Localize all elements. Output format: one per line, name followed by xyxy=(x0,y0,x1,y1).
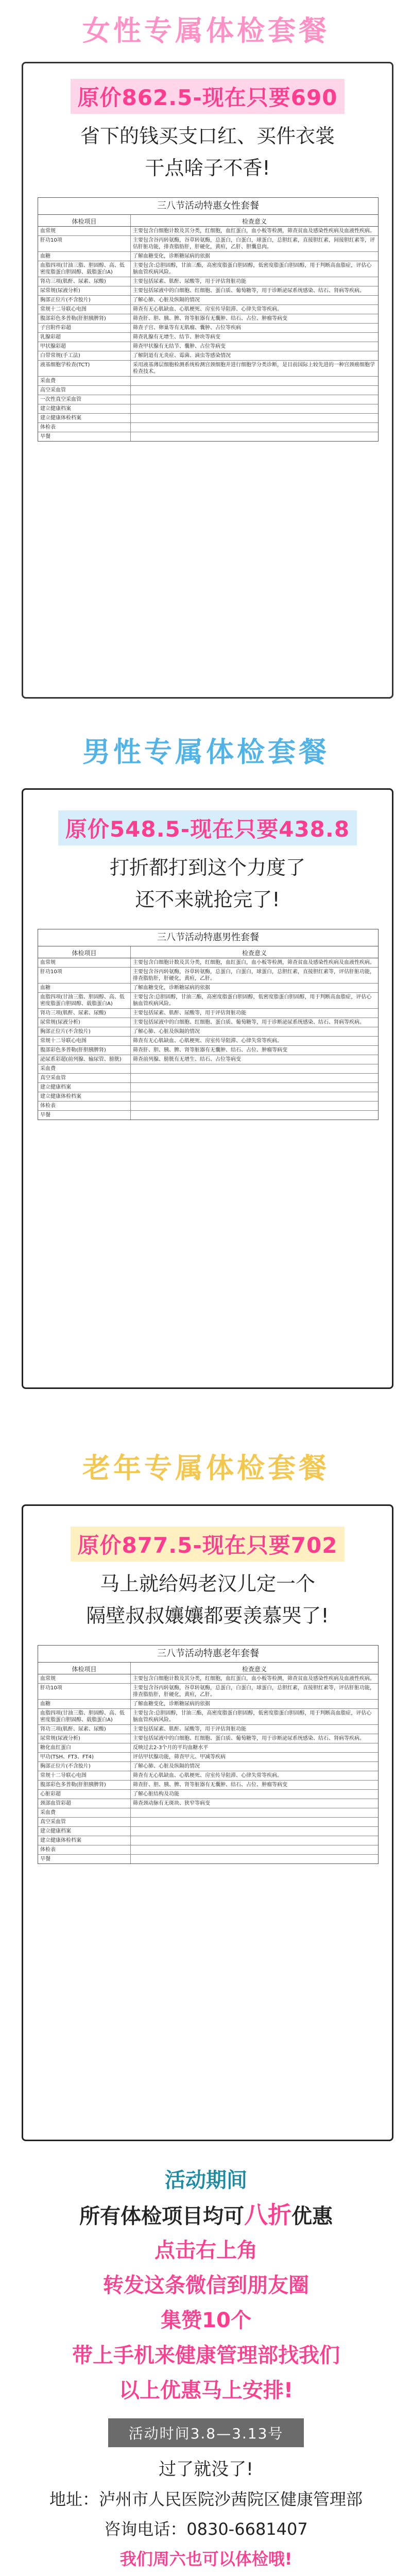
table-row xyxy=(38,342,378,351)
row-meaning: 主要包括尿素、肌酐、尿酸等，用于评估肾脏功能 xyxy=(133,1726,246,1732)
senior-table-title: 三八节活动特惠老年套餐 xyxy=(38,1646,378,1663)
row-item: 一次性真空采血管 xyxy=(38,395,131,404)
row-meaning xyxy=(131,404,378,413)
row-item: 胸部正位片(不含胶片) xyxy=(38,1762,131,1771)
row-item: 颈部血管彩超 xyxy=(38,1799,131,1808)
row-meaning: 筛查前列腺、膀胱有无增生、结石、占位等病变 xyxy=(133,1057,241,1062)
row-meaning: 主要包括尿素、肌酐、尿酸等，用于评估肾脏功能 xyxy=(133,1010,246,1016)
male-slogan-line-1: 打折都打到这个力度了 xyxy=(109,856,305,879)
senior-slogan xyxy=(23,1568,392,1632)
male-table-title: 三八节活动特惠男性套餐 xyxy=(38,929,378,946)
female-price-text: 原价862.5-现在只要690 xyxy=(71,79,345,114)
table-row xyxy=(38,1700,378,1709)
row-item: 肾功三项(肌酐、尿素、尿酸) xyxy=(38,1725,131,1734)
female-table xyxy=(38,197,379,442)
row-meaning: 评估甲状腺功能，筛查甲亢、甲减等疾病 xyxy=(133,1754,226,1760)
table-row xyxy=(38,1845,378,1855)
row-meaning xyxy=(131,1111,378,1120)
table-row xyxy=(38,1753,378,1762)
row-meaning: 主要包括尿液中的白细胞、红细胞、蛋白质、葡萄糖等，用于诊断泌尿系统感染、结石、肾病等疾病。 xyxy=(133,1020,365,1025)
table-row xyxy=(38,227,378,236)
promo-time-wrap xyxy=(0,2418,412,2454)
row-item: 建立健康体检档案 xyxy=(38,1092,131,1101)
male-slogan xyxy=(23,852,392,916)
table-row xyxy=(38,395,378,404)
table-row xyxy=(38,423,378,432)
row-meaning: 主要包括尿液中的白细胞、红细胞、蛋白质、葡萄糖等，用于诊断泌尿系统感染、结石、肾病等疾病。 xyxy=(133,288,365,294)
row-meaning xyxy=(131,1074,378,1082)
row-meaning: 采用液基薄层细胞检测系统检测宫颈细胞并进行细胞学分类诊断，是目前国际上较先进的一种宫颈癌细胞学检查技术。 xyxy=(133,362,375,375)
row-item: 早餐 xyxy=(38,1855,131,1863)
table-row xyxy=(38,968,378,984)
row-item: 血糖 xyxy=(38,984,131,992)
female-slogan-line-1: 省下的钱买支口红、买件衣裳 xyxy=(80,125,335,147)
table-row xyxy=(38,1674,378,1684)
row-item: 真空采血管 xyxy=(38,1074,131,1082)
table-row xyxy=(38,305,378,314)
table-row xyxy=(38,1027,378,1037)
row-item: 采血费 xyxy=(38,1808,131,1817)
female-col-item: 体检项目 xyxy=(38,215,131,226)
senior-price-text: 原价877.5-现在只要702 xyxy=(71,1527,345,1562)
table-row xyxy=(38,1781,378,1790)
promo-section xyxy=(0,2164,412,2574)
row-item: 糖化血红蛋白 xyxy=(38,1743,131,1752)
row-item: 尿常规(尿液分析) xyxy=(38,1018,131,1027)
senior-slogan-line-2: 隔壁叔叔孃孃都要羡慕哭了! xyxy=(86,1604,329,1627)
table-row xyxy=(38,1074,378,1083)
row-item: 肝功10项 xyxy=(38,236,131,251)
senior-col-item: 体检项目 xyxy=(38,1663,131,1674)
row-meaning: 反映过去2-3个月的平均血糖水平 xyxy=(133,1745,209,1751)
row-item: 血常规 xyxy=(38,958,131,967)
promo-weekend: 我们周六也可以体检哦! xyxy=(119,2549,293,2569)
row-meaning: 主要包括尿液中的白细胞、红细胞、蛋白质、葡萄糖等，用于诊断泌尿系统感染、结石、肾病等疾病。 xyxy=(133,1736,365,1741)
row-meaning: 了解血糖变化，诊断糖尿病的依据 xyxy=(133,253,210,259)
table-row xyxy=(38,252,378,261)
table-row xyxy=(38,277,378,286)
row-item: 血常规 xyxy=(38,1674,131,1683)
row-meaning: 了解血糖变化，诊断糖尿病的依据 xyxy=(133,1701,210,1707)
row-item: 肾功三项(肌酐、尿素、尿酸) xyxy=(38,1009,131,1018)
row-item: 血脂四项(甘油三脂、胆固醇、高、低密度脂蛋白胆固醇、载脂蛋白A) xyxy=(38,1709,131,1724)
row-meaning: 筛查有无心肌缺血、心肌梗死、房室传导阻滞、心律失常等疾病。 xyxy=(133,307,282,312)
table-row xyxy=(38,1725,378,1734)
table-row xyxy=(38,1684,378,1700)
row-item: 血脂四项(甘油三脂、胆固醇、高、低密度脂蛋白胆固醇、载脂蛋白A) xyxy=(38,993,131,1008)
table-row xyxy=(38,1734,378,1743)
row-item: 体检表 xyxy=(38,1101,131,1110)
row-meaning xyxy=(131,432,378,441)
promo-discount xyxy=(0,2197,412,2233)
table-row xyxy=(38,1855,378,1863)
row-item: 胸部正位片(不含胶片) xyxy=(38,296,131,304)
row-meaning: 筛查肝、胆、胰、脾、肾等脏器有无囊肿、结石、占位、肿瘤等病变 xyxy=(133,1047,287,1053)
row-meaning xyxy=(131,1092,378,1101)
row-item: 早餐 xyxy=(38,432,131,441)
row-item: 心脏彩超 xyxy=(38,1790,131,1799)
table-row xyxy=(38,377,378,386)
row-item: 白带常规(手工法) xyxy=(38,351,131,360)
promo-line-2: 转发这条微信到朋友圈 xyxy=(103,2274,309,2297)
senior-table-body xyxy=(38,1674,378,1863)
row-item: 真空采血管 xyxy=(38,1818,131,1826)
row-item: 泌尿系彩超(前列腺、输尿管、膀胱) xyxy=(38,1055,131,1064)
row-item: 体检表 xyxy=(38,423,131,432)
row-meaning: 筛查颈动脉有无斑块、狭窄等病变 xyxy=(133,1801,210,1806)
promo-line-3: 集赞10个 xyxy=(161,2309,251,2332)
table-row xyxy=(38,414,378,423)
promo-period-title: 活动期间 xyxy=(165,2168,247,2192)
table-row xyxy=(38,296,378,305)
table-row xyxy=(38,236,378,252)
female-section xyxy=(0,10,412,706)
senior-col-meaning: 检查意义 xyxy=(242,1666,267,1673)
male-price-text: 原价548.5-现在只要438.8 xyxy=(58,810,357,845)
row-item: 血常规 xyxy=(38,227,131,235)
female-price xyxy=(23,79,392,114)
row-meaning xyxy=(131,386,378,395)
row-meaning xyxy=(131,1064,378,1073)
table-row xyxy=(38,1709,378,1725)
row-meaning: 主要包含白细胞计数及其分类，红细胞，血红蛋白，血小板等检测，筛查贫血及感染性疾病及血液性疾病。 xyxy=(133,1676,375,1682)
row-meaning: 筛查有无心肌缺血、心肌梗死、房室传导阻滞、心律失常等疾病。 xyxy=(133,1773,282,1778)
male-table-header xyxy=(38,946,378,958)
female-card xyxy=(22,62,393,699)
row-item: 建立健康体检档案 xyxy=(38,414,131,422)
row-item: 肝功10项 xyxy=(38,1684,131,1699)
table-row xyxy=(38,1743,378,1753)
row-item: 乳腺彩超 xyxy=(38,333,131,342)
table-row xyxy=(38,386,378,395)
table-row xyxy=(38,1799,378,1808)
row-item: 建立健康档案 xyxy=(38,404,131,413)
promo-line-5: 以上优惠马上安排! xyxy=(118,2379,294,2402)
senior-price xyxy=(23,1527,392,1562)
table-row xyxy=(38,1808,378,1818)
row-item: 高空采血管 xyxy=(38,386,131,395)
row-item: 常规十二导联心电图 xyxy=(38,1037,131,1045)
row-item: 子宫附件彩超 xyxy=(38,324,131,332)
row-item: 早餐 xyxy=(38,1111,131,1120)
promo-time-tag: 活动时间3.8—3.13号 xyxy=(108,2418,304,2447)
row-meaning: 主要包含:总胆固醇，甘油三酯，高密度脂蛋白胆固醇，低密度脂蛋白胆固醇，用于判断高血脂症，评估心脑血管疾病风险。 xyxy=(133,1710,372,1723)
table-row xyxy=(38,286,378,296)
table-row xyxy=(38,1818,378,1827)
row-meaning: 了解阴道有无炎症、霉菌、滴虫等感染情况 xyxy=(133,353,231,359)
table-row xyxy=(38,1771,378,1781)
row-item: 采血费 xyxy=(38,377,131,385)
male-heading: 男性专属体检套餐 xyxy=(82,736,330,768)
row-item: 建立健康档案 xyxy=(38,1827,131,1836)
table-row xyxy=(38,404,378,414)
male-card xyxy=(22,788,393,1389)
table-row xyxy=(38,261,378,277)
table-row xyxy=(38,361,378,377)
table-row xyxy=(38,1055,378,1064)
female-slogan-line-2: 干点啥子不香! xyxy=(145,157,270,179)
promo-discount-prefix: 所有体检项目均可 xyxy=(79,2205,244,2228)
table-row xyxy=(38,1018,378,1027)
table-row xyxy=(38,1046,378,1055)
table-row xyxy=(38,1064,378,1074)
table-row xyxy=(38,1092,378,1101)
senior-section xyxy=(0,1427,412,2148)
row-item: 建立健康档案 xyxy=(38,1083,131,1092)
male-section xyxy=(0,711,412,1422)
row-item: 肾功三项(肌酐、尿素、尿酸) xyxy=(38,277,131,286)
male-table xyxy=(38,929,379,1120)
promo-miss-text: 过了就没了! xyxy=(159,2459,253,2480)
female-col-meaning: 检查意义 xyxy=(242,218,267,225)
row-meaning: 主要包含:总胆固醇，甘油三酯，高密度脂蛋白胆固醇，低密度脂蛋白胆固醇，用于判断高血脂症，评估心脑血管疾病风险。 xyxy=(133,994,372,1007)
row-meaning: 主要包含白细胞计数及其分类，红细胞，血红蛋白，血小板等检测，筛查贫血及感染性疾病及血液性疾病。 xyxy=(133,228,375,234)
row-item: 肝功10项 xyxy=(38,968,131,983)
promo-line-4: 带上手机来健康管理部找我们 xyxy=(72,2344,340,2367)
row-meaning xyxy=(131,1818,378,1826)
row-meaning: 主要包括尿素、肌酐、尿酸等，用于评估肾脏功能 xyxy=(133,279,246,284)
promo-line-1: 点击右上角 xyxy=(154,2239,258,2262)
row-meaning: 了解心肺、心脏及纵隔的情况 xyxy=(133,1764,200,1769)
row-meaning: 主要包含谷丙转氨酶，谷草转氨酶，总蛋白，白蛋白，球蛋白，总胆红素，直接胆红素等，评估肝脏功能，排查脂肪肝，肝硬化，黄疸，乙肝。 xyxy=(133,969,375,981)
table-row xyxy=(38,1836,378,1845)
promo-phone: 咨询电话：0830-6681407 xyxy=(104,2519,308,2539)
row-item: 血糖 xyxy=(38,252,131,261)
table-row xyxy=(38,1111,378,1120)
row-item: 胸部正位片(不含胶片) xyxy=(38,1027,131,1036)
female-heading: 女性专属体检套餐 xyxy=(82,14,330,47)
row-meaning: 主要包含谷丙转氨酶，谷草转氨酶，总蛋白，白蛋白，球蛋白，总胆红素，直接胆红素等，评估肝脏功能，排查脂肪肝，肝硬化，黄疸，乙肝。 xyxy=(133,1685,375,1698)
senior-slogan-line-1: 马上就给妈老汉儿定一个 xyxy=(99,1572,315,1595)
row-meaning xyxy=(131,1827,378,1836)
table-row xyxy=(38,1009,378,1018)
female-table-body xyxy=(38,227,378,441)
row-item: 血脂四项(甘油三脂、胆固醇、高、低密度脂蛋白胆固醇、载脂蛋白A) xyxy=(38,261,131,277)
promo-address: 地址：泸州市人民医院沙茜院区健康管理部 xyxy=(49,2489,363,2509)
table-row xyxy=(38,324,378,333)
female-table-header xyxy=(38,215,378,227)
row-meaning xyxy=(131,377,378,385)
row-meaning: 主要包含白细胞计数及其分类，红细胞，血红蛋白，血小板等检测，筛查贫血及感染性疾病及血液性疾病。 xyxy=(133,960,375,965)
row-meaning: 筛查肝、胆、胰、脾、肾等脏器有无囊肿、结石、占位、肿瘤等病变 xyxy=(133,1782,287,1788)
male-table-body xyxy=(38,958,378,1120)
row-meaning: 主要包含:总胆固醇，甘油三酯，高密度脂蛋白胆固醇，低密度脂蛋白胆固醇，用于判断高血脂症，评估心脑血管疾病风险。 xyxy=(133,263,372,275)
promo-discount-suffix: 优惠 xyxy=(291,2205,333,2228)
senior-card xyxy=(22,1504,393,2141)
table-row xyxy=(38,351,378,361)
row-item: 腹部彩色多普勒(肝胆胰脾肾) xyxy=(38,1046,131,1055)
row-item: 甲功(TSH、FT3、FT4) xyxy=(38,1753,131,1761)
row-meaning xyxy=(131,423,378,432)
table-row xyxy=(38,314,378,324)
male-price xyxy=(23,810,392,845)
row-item: 尿常规(尿液分析) xyxy=(38,1734,131,1743)
row-meaning xyxy=(131,1845,378,1854)
female-slogan xyxy=(23,120,392,184)
promo-discount-highlight: 八折 xyxy=(244,2201,291,2229)
row-item: 腹部彩色多普勒(肝胆胰脾肾) xyxy=(38,1781,131,1789)
row-item: 血糖 xyxy=(38,1700,131,1708)
row-meaning: 了解血糖变化，诊断糖尿病的依据 xyxy=(133,985,210,991)
row-meaning: 主要包含谷丙转氨酶，谷草转氨酶，总蛋白，白蛋白，球蛋白，总胆红素，直接胆红素，间接胆红素等，评估肝脏功能，排查脂肪肝，肝硬化，黄疸，乙肝、胆囊息肉。 xyxy=(133,238,375,250)
row-item: 常规十二导联心电图 xyxy=(38,305,131,314)
male-slogan-line-2: 还不来就抢完了! xyxy=(135,888,280,911)
table-row xyxy=(38,432,378,441)
table-row xyxy=(38,1101,378,1111)
row-meaning xyxy=(131,1101,378,1110)
row-item: 液基细胞学检查(TCT) xyxy=(38,361,131,376)
row-meaning: 筛查甲状腺有无结节、囊肿、占位等病变 xyxy=(133,344,226,349)
row-item: 常规十二导联心电图 xyxy=(38,1771,131,1780)
table-row xyxy=(38,1827,378,1836)
row-item: 建立健康体检档案 xyxy=(38,1836,131,1845)
row-item: 尿常规(尿液分析) xyxy=(38,286,131,295)
female-table-title: 三八节活动特惠女性套餐 xyxy=(38,198,378,215)
row-item: 甲状腺彩超 xyxy=(38,342,131,351)
row-meaning xyxy=(131,414,378,422)
row-meaning: 了解心脏结构及功能 xyxy=(133,1791,179,1797)
table-row xyxy=(38,958,378,968)
row-meaning xyxy=(131,1808,378,1817)
row-meaning: 筛查肝、胆、胰、脾、肾等脏器有无囊肿、结石、占位、肿瘤等病变 xyxy=(133,316,287,321)
row-meaning xyxy=(131,395,378,404)
row-meaning: 了解心肺、心脏及纵隔的情况 xyxy=(133,1029,200,1035)
table-row xyxy=(38,1790,378,1799)
row-item: 采血费 xyxy=(38,1064,131,1073)
row-meaning xyxy=(131,1855,378,1863)
row-meaning: 筛查有无心肌缺血、心肌梗死、房室传导阻滞、心律失常等疾病。 xyxy=(133,1038,282,1044)
table-row xyxy=(38,984,378,993)
table-row xyxy=(38,1037,378,1046)
row-meaning xyxy=(131,1836,378,1845)
row-meaning: 了解心肺、心脏及纵隔的情况 xyxy=(133,297,200,303)
row-item: 体检表 xyxy=(38,1845,131,1854)
table-row xyxy=(38,333,378,342)
senior-table xyxy=(38,1645,379,1864)
male-col-meaning: 检查意义 xyxy=(242,950,267,957)
row-item: 腹部彩色多普勒(肝胆胰脾肾) xyxy=(38,314,131,323)
senior-table-header xyxy=(38,1663,378,1674)
row-meaning: 筛查乳腺有无增生、结节、肿块等病变 xyxy=(133,334,220,340)
male-col-item: 体检项目 xyxy=(38,946,131,958)
senior-heading: 老年专属体检套餐 xyxy=(82,1452,330,1484)
table-row xyxy=(38,993,378,1009)
row-meaning xyxy=(131,1083,378,1092)
table-row xyxy=(38,1762,378,1771)
table-row xyxy=(38,1083,378,1092)
row-meaning: 筛查子宫、卵巢等有无肌瘤、囊肿、占位等疾病 xyxy=(133,325,241,331)
